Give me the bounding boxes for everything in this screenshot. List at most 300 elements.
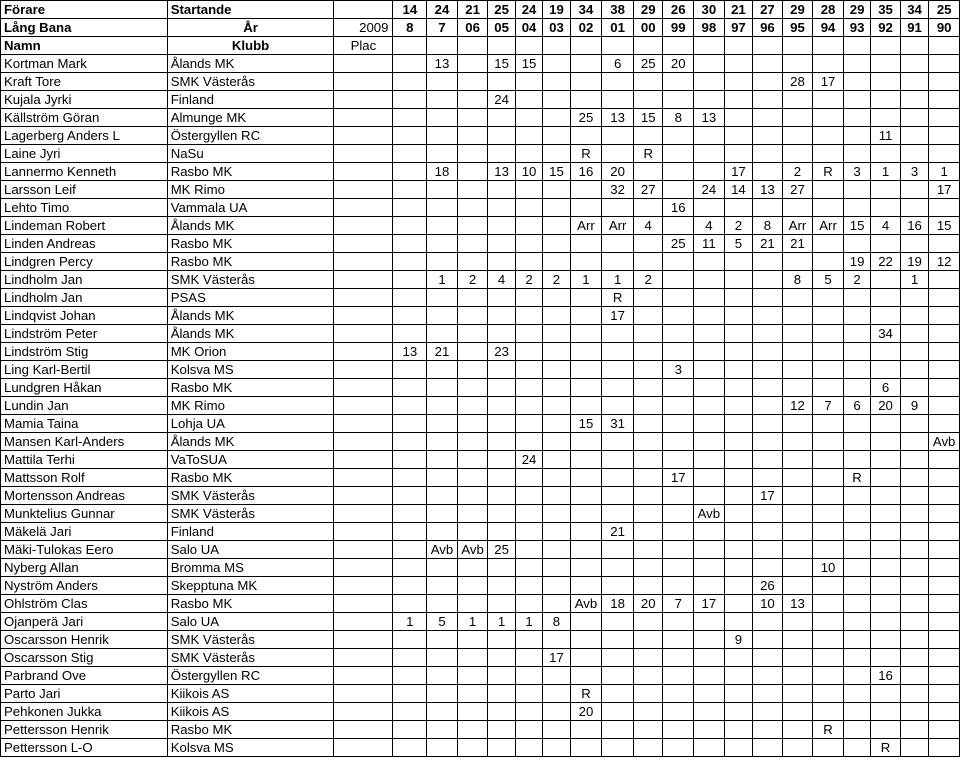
club-cell: Ålands MK xyxy=(167,217,334,235)
result-cell xyxy=(543,307,570,325)
result-cell xyxy=(694,739,725,757)
header-row-2 xyxy=(1,19,960,37)
result-cell xyxy=(393,145,427,163)
placement-cell xyxy=(334,631,393,649)
result-cell xyxy=(515,199,542,217)
result-cell xyxy=(393,253,427,271)
result-cell xyxy=(753,325,783,343)
result-cell xyxy=(843,379,870,397)
table-row xyxy=(1,289,960,307)
result-cell xyxy=(694,379,725,397)
result-cell xyxy=(543,361,570,379)
result-cell xyxy=(813,649,844,667)
result-cell xyxy=(457,559,488,577)
driver-name-cell: Parto Jari xyxy=(1,685,168,703)
result-cell xyxy=(393,217,427,235)
result-cell xyxy=(570,361,602,379)
result-cell xyxy=(663,91,694,109)
result-cell xyxy=(900,343,928,361)
result-cell xyxy=(515,703,542,721)
driver-name-cell: Oscarsson Stig xyxy=(1,649,168,667)
club-cell: Kiikois AS xyxy=(167,685,334,703)
result-cell xyxy=(929,73,960,91)
table-row xyxy=(1,613,960,631)
result-cell xyxy=(602,199,634,217)
table-row xyxy=(1,523,960,541)
result-cell xyxy=(663,667,694,685)
header-cell: 35 xyxy=(871,1,901,19)
result-cell xyxy=(871,649,901,667)
club-cell: Salo UA xyxy=(167,541,334,559)
table-row xyxy=(1,541,960,559)
result-cell xyxy=(813,343,844,361)
result-cell xyxy=(393,361,427,379)
result-cell: 9 xyxy=(900,397,928,415)
placement-cell xyxy=(334,379,393,397)
header-cell: 98 xyxy=(694,19,725,37)
result-cell xyxy=(900,703,928,721)
driver-name-cell: Lindqvist Johan xyxy=(1,307,168,325)
club-cell: SMK Västerås xyxy=(167,505,334,523)
result-cell: 5 xyxy=(813,271,844,289)
result-cell xyxy=(602,721,634,739)
result-cell xyxy=(488,325,515,343)
header-cell xyxy=(782,37,813,55)
result-cell xyxy=(843,415,870,433)
result-cell xyxy=(694,415,725,433)
result-cell xyxy=(570,181,602,199)
result-cell xyxy=(871,361,901,379)
result-cell xyxy=(515,523,542,541)
result-cell xyxy=(843,631,870,649)
driver-name-cell: Pehkonen Jukka xyxy=(1,703,168,721)
header-cell: 19 xyxy=(543,1,570,19)
result-cell: 14 xyxy=(724,181,752,199)
result-cell xyxy=(457,577,488,595)
result-cell xyxy=(543,235,570,253)
result-cell xyxy=(663,451,694,469)
result-cell xyxy=(427,469,458,487)
result-cell xyxy=(753,433,783,451)
header-cell xyxy=(393,37,427,55)
result-cell: 8 xyxy=(753,217,783,235)
result-cell: Avb xyxy=(427,541,458,559)
result-cell: 4 xyxy=(694,217,725,235)
driver-name-cell: Kujala Jyrki xyxy=(1,91,168,109)
header-cell: 14 xyxy=(393,1,427,19)
result-cell: 1 xyxy=(427,271,458,289)
placement-cell xyxy=(334,559,393,577)
result-cell: 28 xyxy=(782,73,813,91)
result-cell xyxy=(515,127,542,145)
driver-name-cell: Lundgren Håkan xyxy=(1,379,168,397)
result-cell xyxy=(929,235,960,253)
result-cell xyxy=(782,721,813,739)
placement-cell xyxy=(334,469,393,487)
result-cell xyxy=(724,343,752,361)
result-cell xyxy=(633,613,663,631)
result-cell xyxy=(843,721,870,739)
result-cell xyxy=(694,685,725,703)
result-cell xyxy=(694,559,725,577)
result-cell xyxy=(813,577,844,595)
result-cell xyxy=(782,613,813,631)
header-cell: Förare xyxy=(1,1,168,19)
header-cell: 25 xyxy=(929,1,960,19)
result-cell xyxy=(900,361,928,379)
result-cell xyxy=(602,433,634,451)
result-cell xyxy=(488,685,515,703)
result-cell xyxy=(871,55,901,73)
result-cell xyxy=(871,721,901,739)
result-cell xyxy=(813,613,844,631)
result-cell: 2 xyxy=(457,271,488,289)
result-cell: 20 xyxy=(633,595,663,613)
result-cell xyxy=(929,343,960,361)
result-cell xyxy=(929,721,960,739)
driver-name-cell: Lindholm Jan xyxy=(1,289,168,307)
result-cell xyxy=(393,91,427,109)
result-cell xyxy=(393,397,427,415)
result-cell xyxy=(488,487,515,505)
result-cell: 21 xyxy=(427,343,458,361)
result-cell: 6 xyxy=(602,55,634,73)
result-cell xyxy=(871,595,901,613)
result-cell xyxy=(724,559,752,577)
result-cell: 3 xyxy=(900,163,928,181)
result-cell xyxy=(871,703,901,721)
result-cell xyxy=(843,595,870,613)
result-cell: 13 xyxy=(488,163,515,181)
result-cell xyxy=(570,505,602,523)
result-cell xyxy=(543,541,570,559)
result-cell xyxy=(753,451,783,469)
result-cell xyxy=(633,523,663,541)
result-cell xyxy=(543,343,570,361)
placement-cell xyxy=(334,595,393,613)
table-row xyxy=(1,739,960,757)
result-cell xyxy=(694,577,725,595)
result-cell xyxy=(929,667,960,685)
result-cell xyxy=(543,577,570,595)
driver-name-cell: Lundin Jan xyxy=(1,397,168,415)
result-cell xyxy=(515,325,542,343)
result-cell xyxy=(427,235,458,253)
table-row xyxy=(1,469,960,487)
result-cell xyxy=(813,451,844,469)
result-cell: 8 xyxy=(663,109,694,127)
result-cell xyxy=(843,235,870,253)
table-row xyxy=(1,145,960,163)
result-cell xyxy=(663,379,694,397)
result-cell xyxy=(694,433,725,451)
table-row xyxy=(1,253,960,271)
club-cell: Ålands MK xyxy=(167,325,334,343)
result-cell xyxy=(871,469,901,487)
club-cell: Rasbo MK xyxy=(167,595,334,613)
result-cell xyxy=(427,559,458,577)
result-cell xyxy=(900,487,928,505)
result-cell xyxy=(753,541,783,559)
result-cell xyxy=(782,343,813,361)
club-cell: Skepptuna MK xyxy=(167,577,334,595)
result-cell xyxy=(457,469,488,487)
result-cell xyxy=(929,127,960,145)
result-cell xyxy=(543,415,570,433)
result-cell xyxy=(427,487,458,505)
result-cell xyxy=(724,397,752,415)
result-cell xyxy=(871,505,901,523)
result-cell xyxy=(663,649,694,667)
placement-cell xyxy=(334,703,393,721)
result-cell xyxy=(843,703,870,721)
result-cell: 17 xyxy=(929,181,960,199)
result-cell xyxy=(570,433,602,451)
result-cell xyxy=(813,469,844,487)
result-cell xyxy=(753,469,783,487)
result-cell: 1 xyxy=(457,613,488,631)
result-cell: 13 xyxy=(427,55,458,73)
result-cell xyxy=(570,307,602,325)
result-cell xyxy=(633,721,663,739)
result-cell xyxy=(488,433,515,451)
table-row xyxy=(1,667,960,685)
result-cell xyxy=(427,451,458,469)
result-cell xyxy=(753,379,783,397)
driver-name-cell: Ohlström Clas xyxy=(1,595,168,613)
table-row xyxy=(1,721,960,739)
result-cell xyxy=(900,631,928,649)
result-cell xyxy=(488,469,515,487)
result-cell xyxy=(570,559,602,577)
result-cell xyxy=(753,343,783,361)
result-cell xyxy=(663,289,694,307)
result-cell xyxy=(782,109,813,127)
result-cell xyxy=(427,595,458,613)
result-cell xyxy=(602,145,634,163)
result-cell xyxy=(393,649,427,667)
result-cell xyxy=(663,253,694,271)
result-cell xyxy=(813,199,844,217)
driver-name-cell: Mamia Taina xyxy=(1,415,168,433)
result-cell xyxy=(929,289,960,307)
result-cell xyxy=(871,613,901,631)
result-cell xyxy=(633,505,663,523)
result-cell xyxy=(900,289,928,307)
club-cell: Östergyllen RC xyxy=(167,667,334,685)
result-cell xyxy=(871,91,901,109)
club-cell: SMK Västerås xyxy=(167,649,334,667)
result-cell xyxy=(515,487,542,505)
header-cell: Klubb xyxy=(167,37,334,55)
club-cell: Ålands MK xyxy=(167,55,334,73)
header-cell xyxy=(929,37,960,55)
result-cell xyxy=(694,55,725,73)
driver-name-cell: Ojanperä Jari xyxy=(1,613,168,631)
result-cell xyxy=(724,613,752,631)
result-cell xyxy=(633,343,663,361)
result-cell xyxy=(543,721,570,739)
table-row xyxy=(1,685,960,703)
result-cell xyxy=(570,289,602,307)
result-cell xyxy=(543,91,570,109)
result-cell xyxy=(724,415,752,433)
header-cell xyxy=(427,37,458,55)
result-cell: 4 xyxy=(871,217,901,235)
result-cell: 11 xyxy=(694,235,725,253)
driver-name-cell: Kraft Tore xyxy=(1,73,168,91)
result-cell xyxy=(427,91,458,109)
table-row xyxy=(1,559,960,577)
result-cell xyxy=(427,667,458,685)
result-cell: 19 xyxy=(900,253,928,271)
result-cell: 21 xyxy=(782,235,813,253)
result-cell xyxy=(753,289,783,307)
result-cell xyxy=(813,109,844,127)
result-cell xyxy=(753,667,783,685)
result-cell xyxy=(427,415,458,433)
driver-name-cell: Laine Jyri xyxy=(1,145,168,163)
result-cell xyxy=(663,145,694,163)
result-cell xyxy=(753,127,783,145)
result-cell xyxy=(602,703,634,721)
result-cell xyxy=(871,271,901,289)
result-cell xyxy=(427,127,458,145)
table-row xyxy=(1,199,960,217)
result-cell xyxy=(393,307,427,325)
table-row xyxy=(1,361,960,379)
placement-cell xyxy=(334,127,393,145)
result-cell xyxy=(694,361,725,379)
club-cell: Ålands MK xyxy=(167,433,334,451)
table-row xyxy=(1,415,960,433)
result-cell xyxy=(843,541,870,559)
result-cell: 18 xyxy=(602,595,634,613)
result-cell xyxy=(633,703,663,721)
result-cell xyxy=(871,289,901,307)
result-cell xyxy=(753,613,783,631)
header-cell: 21 xyxy=(724,1,752,19)
result-cell xyxy=(871,541,901,559)
driver-name-cell: Pettersson Henrik xyxy=(1,721,168,739)
result-cell xyxy=(753,361,783,379)
result-cell: 19 xyxy=(843,253,870,271)
result-cell xyxy=(724,109,752,127)
result-cell xyxy=(843,127,870,145)
result-cell xyxy=(602,613,634,631)
placement-cell xyxy=(334,163,393,181)
result-cell xyxy=(753,559,783,577)
result-cell xyxy=(602,253,634,271)
result-cell xyxy=(900,199,928,217)
result-cell xyxy=(753,685,783,703)
result-cell xyxy=(753,253,783,271)
result-cell xyxy=(633,379,663,397)
result-cell xyxy=(570,199,602,217)
result-cell xyxy=(457,91,488,109)
result-cell xyxy=(929,451,960,469)
result-cell: 1 xyxy=(900,271,928,289)
result-cell xyxy=(929,613,960,631)
result-cell xyxy=(633,649,663,667)
result-cell xyxy=(427,289,458,307)
result-cell: 2 xyxy=(843,271,870,289)
result-cell xyxy=(843,73,870,91)
result-cell xyxy=(543,379,570,397)
result-cell xyxy=(543,595,570,613)
result-cell xyxy=(753,199,783,217)
result-cell xyxy=(427,361,458,379)
result-cell xyxy=(929,577,960,595)
result-cell xyxy=(633,685,663,703)
driver-name-cell: Lindholm Jan xyxy=(1,271,168,289)
result-cell xyxy=(393,127,427,145)
result-cell: 20 xyxy=(871,397,901,415)
placement-cell xyxy=(334,397,393,415)
result-cell xyxy=(929,91,960,109)
driver-name-cell: Kortman Mark xyxy=(1,55,168,73)
result-cell xyxy=(694,649,725,667)
result-cell: 26 xyxy=(753,577,783,595)
club-cell: Almunge MK xyxy=(167,109,334,127)
result-cell xyxy=(488,181,515,199)
result-cell xyxy=(929,469,960,487)
club-cell: Rasbo MK xyxy=(167,235,334,253)
club-cell: VaToSUA xyxy=(167,451,334,469)
result-cell xyxy=(753,55,783,73)
placement-cell xyxy=(334,487,393,505)
result-cell: 2 xyxy=(724,217,752,235)
header-cell: 2009 xyxy=(334,19,393,37)
result-cell xyxy=(570,451,602,469)
driver-name-cell: Mäki-Tulokas Eero xyxy=(1,541,168,559)
result-cell xyxy=(900,235,928,253)
result-cell xyxy=(602,343,634,361)
table-row xyxy=(1,181,960,199)
result-cell xyxy=(813,379,844,397)
result-cell: 25 xyxy=(488,541,515,559)
result-cell xyxy=(633,397,663,415)
header-cell: 94 xyxy=(813,19,844,37)
header-cell: 90 xyxy=(929,19,960,37)
driver-name-cell: Munktelius Gunnar xyxy=(1,505,168,523)
result-cell: 15 xyxy=(515,55,542,73)
result-cell xyxy=(724,433,752,451)
result-cell xyxy=(457,595,488,613)
header-cell: 03 xyxy=(543,19,570,37)
result-cell xyxy=(457,235,488,253)
result-cell xyxy=(843,325,870,343)
result-cell xyxy=(753,631,783,649)
result-cell xyxy=(663,415,694,433)
header-cell xyxy=(724,37,752,55)
result-cell xyxy=(663,631,694,649)
result-cell xyxy=(488,505,515,523)
result-cell: 7 xyxy=(813,397,844,415)
result-cell xyxy=(843,577,870,595)
result-cell xyxy=(782,325,813,343)
result-cell xyxy=(633,307,663,325)
result-cell xyxy=(663,343,694,361)
result-cell xyxy=(929,325,960,343)
result-cell xyxy=(694,199,725,217)
result-cell: 9 xyxy=(724,631,752,649)
result-cell xyxy=(457,721,488,739)
placement-cell xyxy=(334,181,393,199)
placement-cell xyxy=(334,91,393,109)
placement-cell xyxy=(334,253,393,271)
result-cell xyxy=(543,703,570,721)
